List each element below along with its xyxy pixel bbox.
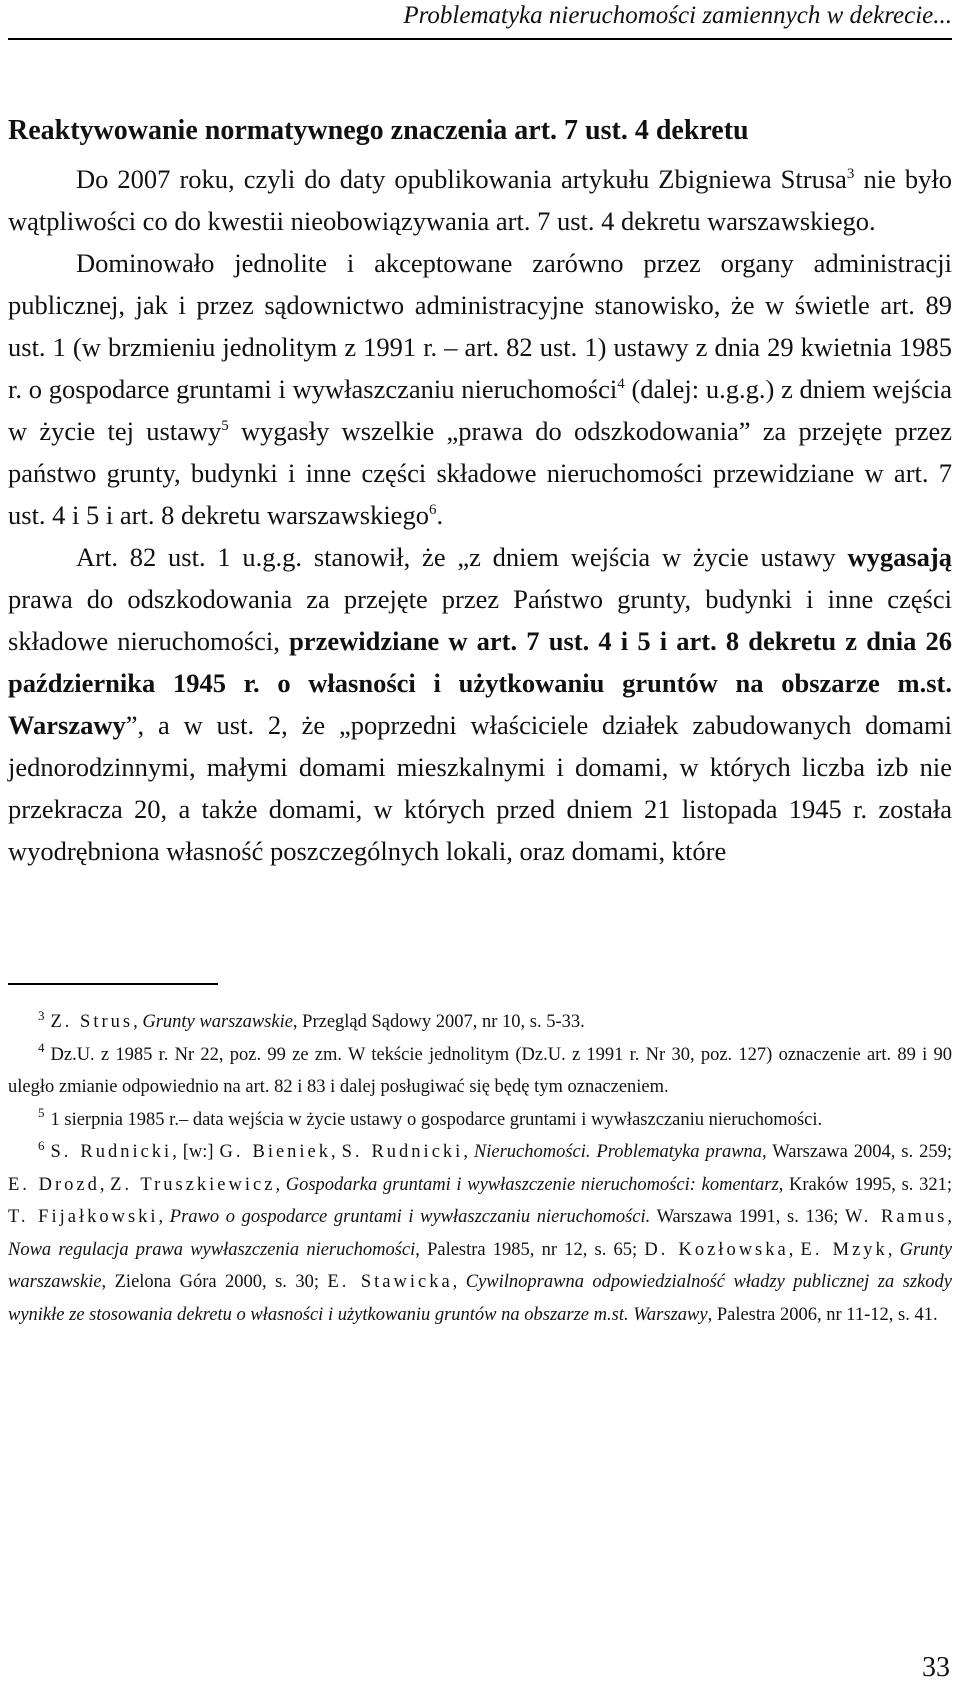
work-title: Gospodarka gruntami i wywłaszczenie nieruchomości: komentarz [285,1174,779,1195]
separator: , [947,1207,952,1227]
separator: , [133,1012,143,1032]
paragraph-3 [8,536,952,872]
paragraph-text: wygasły wszelkie „prawa do odszkodowania” za przejęte przez państwo grunty, budynki i inne części składowe nieruchomości przewidziane w art. 7 ust. 4 i 5 i art. 8 dekretu warszawskiego [8,416,952,530]
citation-text: , Kraków 1995, s. 321; [778,1174,952,1195]
footnote-ref-5: 5 [221,418,229,435]
citation-text: , Palestra 2006, nr 11-12, s. 41. [707,1304,938,1325]
author: Z. Strus [50,1012,134,1032]
work-title: Nowa regulacja prawa wywłaszczenia nieruchomości [8,1239,416,1260]
paragraph-text: (dalej: u.g.g.) z dniem wejścia w życie tej ustawy [8,374,952,446]
work-title: Grunty warszawskie [142,1012,293,1032]
work-title: Prawo o gospodarce gruntami i wywłaszczaniu nieruchomości. [169,1207,651,1227]
paragraph-text: nie było wątpliwości co do kwestii nieobowiązywania art. 7 ust. 4 dekretu warszawskiego. [8,164,952,236]
separator: , [788,1239,801,1260]
author: W. Ramus [844,1207,948,1227]
work-title: Nieruchomości. Problematyka prawna, [473,1142,767,1162]
footnote-text: 1 sierpnia 1985 r.– data wejścia w życie ustawy o gospodarce gruntami i wywłaszczaniu nieruchomości. [50,1109,823,1130]
paragraph-text: ”, a w ust. 2, że „poprzedni właściciele działek zabudowanych domami jednorodzinnymi, małymi domami mieszkalnymi i domami, w których liczba izb nie przekracza 20, a także domami, w których przed dniem 21 listopada 1945 r. została wyodrębniona własność poszczególnych lokali, oraz domami, które [8,710,952,866]
author: S. Rudnicki [341,1142,464,1162]
author: E. Mzyk [800,1239,888,1260]
section-title: Reaktywowanie normatywnego znaczenia art. 7 ust. 4 dekretu [8,115,749,146]
author: T. Fijałkowski [8,1207,159,1227]
footnote-ref-3: 3 [846,166,855,183]
author: D. Kozłowska [644,1239,789,1260]
bold-text: wygasają [847,542,952,572]
footnote-number: 6 [38,1137,45,1153]
citation-text: Warszawa 1991, s. 136; [650,1207,845,1227]
citation-text: , Zielona Góra 2000, s. 30; [101,1272,328,1292]
separator: , [158,1207,170,1227]
citation-text: , Przegląd Sądowy 2007, nr 10, s. 5-33. [292,1012,585,1032]
author: E. Stawicka [327,1272,453,1292]
author: G. Bieniek [219,1142,332,1162]
author: S. Rudnicki [50,1142,173,1162]
separator: , [452,1272,466,1292]
footnote-number: 3 [38,1007,45,1023]
separator: , [331,1142,342,1162]
citation-text: , Palestra 1985, nr 12, s. 65; [415,1239,645,1260]
footnote-number: 4 [38,1040,45,1056]
footnote-number: 5 [38,1105,45,1121]
paragraph-2 [8,242,952,536]
work-title: Cywilnoprawna odpowiedzialność władzy publicznej za szkody wynikłe ze stosowania dekretu o własności i użytkowaniu gruntów na obszarze m.st. Warszawy [8,1272,953,1325]
footnote-5 [8,1104,952,1137]
separator: , [w:] [172,1142,220,1162]
paragraph-text: Art. 82 ust. 1 u.g.g. stanowił, że „z dniem wejścia w życie ustawy [76,542,848,572]
footnotes [8,1006,952,1331]
citation-text: Warszawa 2004, s. 259; [766,1142,953,1162]
footnote-ref-6: 6 [428,502,437,519]
separator: , [275,1174,286,1195]
running-header [8,0,952,40]
footnote-3 [8,1006,952,1039]
footnote-text: Dz.U. z 1985 r. Nr 22, poz. 99 ze zm. W tekście jednolitym (Dz.U. z 1991 r. Nr 30, poz. 127) oznaczenie art. 89 i 90 uległo zmianie odpowiednio na art. 82 i 83 i dalej posługiwać się będę tym oznaczeniem. [8,1044,952,1097]
footnote-6 [8,1136,952,1331]
main-text [8,110,952,872]
separator: , [99,1174,111,1195]
page-number: 33 [922,1652,950,1683]
separator: , [887,1239,900,1260]
running-title: Problematyka nieruchomości zamiennych w dekrecie... [403,2,952,29]
work-title: Grunty warszawskie [8,1239,953,1292]
author: Z. Truszkiewicz [110,1174,276,1195]
paragraph-text: Do 2007 roku, czyli do daty opublikowania artykułu Zbigniewa Strusa [76,164,847,194]
footnote-divider [8,983,218,985]
paragraph-text: . [436,500,444,530]
footnote-4 [8,1039,952,1104]
bold-text: przewidziane w art. 7 ust. 4 i 5 i art. 8 dekretu z dnia 26 października 1945 r. o własności i użytkowaniu gruntów na obszarze m.st. Warszawy [8,626,952,740]
paragraph-text: prawa do odszkodowania za przejęte przez Państwo grunty, budynki i inne części składowe nieruchomości, [8,584,952,656]
paragraph-text: Dominowało jednolite i akceptowane zarówno przez organy administracji publicznej, jak i przez sądownictwo administracyjne stanowisko, że w świetle art. 89 ust. 1 (w brzmieniu jednolitym z 1991 r. – art. 82 ust. 1) ustawy z dnia 29 kwietnia 1985 r. o gospodarce gruntami i wywłaszczaniu nieruchomości [8,248,952,404]
author: E. Drozd [8,1174,100,1195]
paragraph-1 [8,158,952,242]
separator: , [463,1142,474,1162]
footnote-ref-4: 4 [617,376,625,393]
